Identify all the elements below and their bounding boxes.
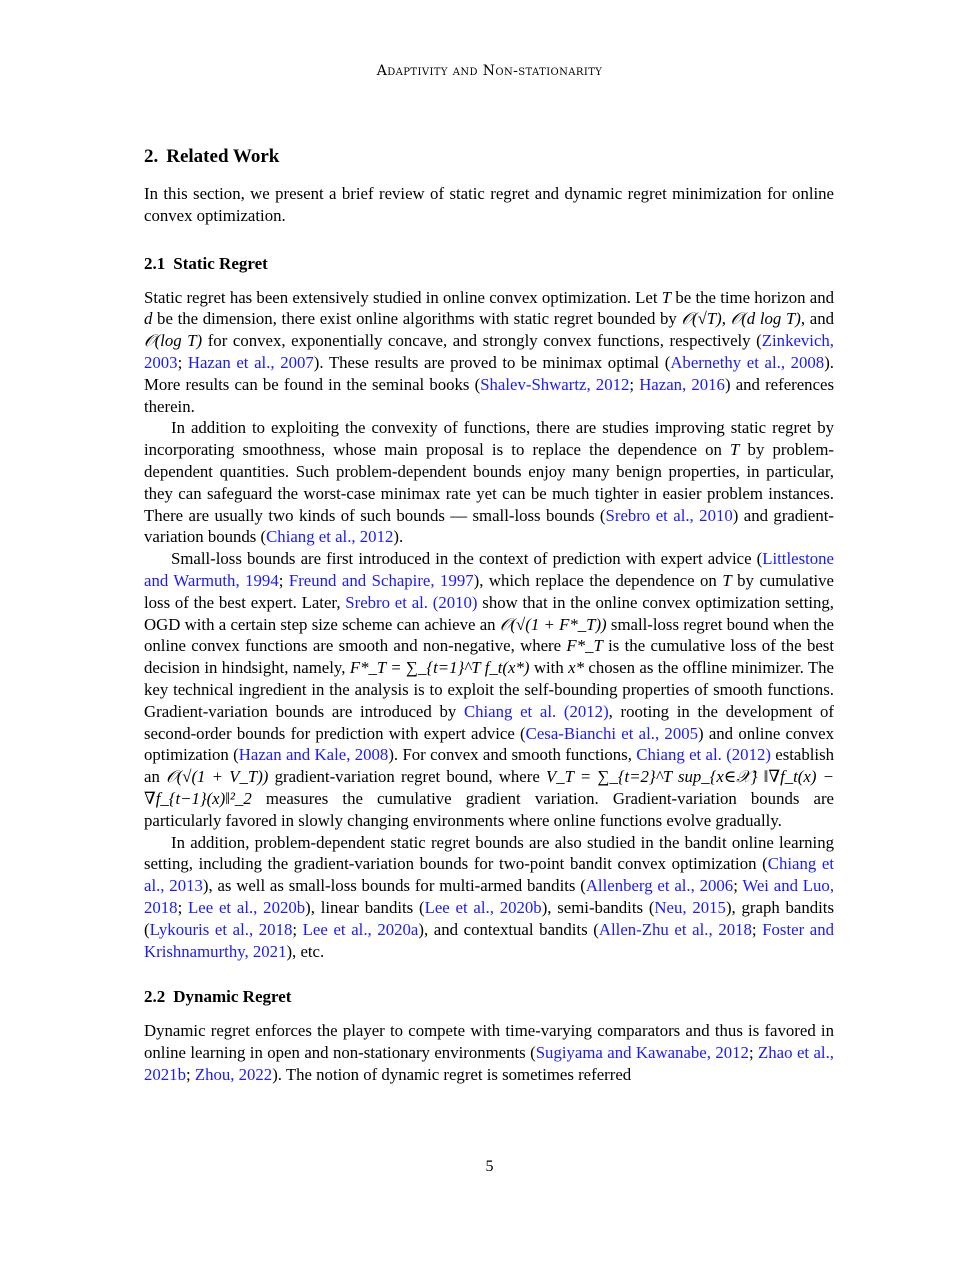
running-head: Adaptivity and Non-stationarity xyxy=(376,63,603,79)
citation-link[interactable]: Chiang et al., 2012 xyxy=(266,527,394,547)
subsection-heading-static xyxy=(144,253,834,275)
paragraph-static-regret-2: In addition to exploiting the convexity of functions, there are studies improving static regret by incorporating smoothness, whose main proposal is to replace the dependence on T by problem-dependent quantities. Such problem-dependent bounds enjoy many benign properties, in particular, they can safeguard the worst-case minimax rate yet can be much tighter in easier problem instances. There are usually two kinds of such bounds — small-loss bounds (Srebro et al., 2010) and gradient-variation bounds (Chiang et al., 2012). xyxy=(144,418,835,547)
section-intro: In this section, we present a brief review of static regret and dynamic regret minimization for online convex optimization. xyxy=(144,184,834,225)
math-definition: F*_T = ∑_{t=1}^T f_t(x*) xyxy=(349,658,530,678)
math-bound: 𝒪(√(1 + F*_T)) xyxy=(499,614,607,634)
citation-link[interactable]: Lykouris et al., 2018 xyxy=(149,919,293,939)
citation-link[interactable]: Srebro et al. (2010) xyxy=(345,592,478,612)
subsection-heading-dynamic xyxy=(144,986,834,1008)
subsection-title: Dynamic Regret xyxy=(173,987,292,1007)
math-var: T xyxy=(661,287,672,307)
citation-link[interactable]: Hazan and Kale, 2008 xyxy=(238,745,389,765)
section-number: 2. xyxy=(144,146,159,167)
citation-link[interactable]: Zinkevich, 2003 xyxy=(144,331,834,372)
citation-link[interactable]: Allenberg et al., 2006 xyxy=(585,876,734,896)
page-content xyxy=(144,145,834,1086)
citation-link[interactable]: Chiang et al. (2012) xyxy=(636,745,771,765)
math-var: d xyxy=(144,309,153,329)
citation-link[interactable]: Lee et al., 2020a xyxy=(302,919,419,939)
math-definition: V_T = ∑_{t=2}^T sup_{x∈𝒳} ‖∇f_t(x) − ∇f_{t−1}(x)‖²_2 xyxy=(144,767,834,808)
citation-link[interactable]: Allen-Zhu et al., 2018 xyxy=(598,919,752,939)
paragraph-static-regret-1: Static regret has been extensively studied in online convex optimization. Let T be the time horizon and d be the dimension, there exist online algorithms with static regret bounded by 𝒪(√T), 𝒪(d log T), and 𝒪(log T) for convex, exponentially concave, and strongly convex functions, respectively (Zinkevich, 2003; Hazan et al., 2007). These results are proved to be minimax optimal (Abernethy et al., 2008). More results can be found in the seminal books (Shalev-Shwartz, 2012; Hazan, 2016) and references therein. xyxy=(144,287,835,416)
paragraph-static-regret-4: In addition, problem-dependent static regret bounds are also studied in the bandit online learning setting, including the gradient-variation bounds for two-point bandit convex optimization (Chiang et al., 2013), as well as small-loss bounds for multi-armed bandits (Allenberg et al., 2006; Wei and Luo, 2018; Lee et al., 2020b), linear bandits (Lee et al., 2020b), semi-bandits (Neu, 2015), graph bandits (Lykouris et al., 2018; Lee et al., 2020a), and contextual bandits (Allen-Zhu et al., 2018; Foster and Krishnamurthy, 2021), etc. xyxy=(144,832,835,961)
subsection-title: Static Regret xyxy=(173,253,268,273)
section-heading xyxy=(144,145,834,169)
math-var: T xyxy=(730,440,740,460)
page-number: 5 xyxy=(485,1158,494,1175)
paragraph-static-regret-3: Small-loss bounds are first introduced in the context of prediction with expert advice (Littlestone and Warmuth, 1994; Freund and Schapire, 1997), which replace the dependence on T by cumulative loss of the best expert. Later, Srebro et al. (2010) show that in the online convex optimization setting, OGD with a certain step size scheme can achieve an 𝒪(√(1 + F*_T)) small-loss regret bound when the online convex functions are smooth and non-negative, where F*_T is the cumulative loss of the best decision in hindsight, namely, F*_T = ∑_{t=1}^T f_t(x*) with x* chosen as the offline minimizer. The key technical ingredient in the analysis is to exploit the self-bounding properties of smooth functions. Gradient-variation bounds are introduced by Chiang et al. (2012), rooting in the development of second-order bounds for prediction with expert advice (Cesa-Bianchi et al., 2005) and online convex optimization (Hazan and Kale, 2008). For convex and smooth functions, Chiang et al. (2012) establish an 𝒪(√(1 + V_T)) gradient-variation regret bound, where V_T = ∑_{t=2}^T sup_{x∈𝒳} ‖∇f_t(x) − ∇f_{t−1}(x)‖²_2 measures the cumulative gradient variation. Gradient-variation bounds are particularly favored in slowly changing environments where online functions evolve gradually. xyxy=(144,549,835,830)
citation-link[interactable]: Lee et al., 2020b xyxy=(188,897,306,917)
citation-link[interactable]: Foster and Krishnamurthy, 2021 xyxy=(144,919,835,961)
citation-link[interactable]: Sugiyama and Kawanabe, 2012 xyxy=(535,1043,749,1063)
citation-link[interactable]: Hazan et al., 2007 xyxy=(187,352,314,372)
math-var: F*_T xyxy=(566,636,603,656)
citation-link[interactable]: Neu, 2015 xyxy=(654,897,726,917)
math-bound: 𝒪(log T) xyxy=(144,331,203,351)
math-bound: 𝒪(√T) xyxy=(681,309,722,329)
math-bound: 𝒪(d log T) xyxy=(730,309,801,329)
citation-link[interactable]: Chiang et al. (2012) xyxy=(463,701,609,721)
citation-link[interactable]: Littlestone and Warmuth, 1994 xyxy=(144,549,834,590)
math-bound: 𝒪(√(1 + V_T)) xyxy=(166,767,269,787)
citation-link[interactable]: Cesa-Bianchi et al., 2005 xyxy=(525,723,698,743)
section-title: Related Work xyxy=(166,146,280,167)
citation-link[interactable]: Abernethy et al., 2008 xyxy=(670,352,825,372)
citation-link[interactable]: Hazan, 2016 xyxy=(639,374,725,394)
citation-link[interactable]: Lee et al., 2020b xyxy=(424,897,542,917)
subsection-number: 2.2 xyxy=(144,987,166,1007)
paragraph-dynamic-regret-1: Dynamic regret enforces the player to compete with time-varying comparators and thus is favored in online learning in open and non-stationary environments (Sugiyama and Kawanabe, 2012; Zhao et al., 2021b; Zhou, 2022). The notion of dynamic regret is sometimes referred xyxy=(144,1021,834,1084)
math-var: x* xyxy=(568,658,584,678)
citation-link[interactable]: Chiang et al., 2013 xyxy=(144,854,834,896)
citation-link[interactable]: Freund and Schapire, 1997 xyxy=(288,570,474,590)
subsection-number: 2.1 xyxy=(144,253,166,273)
citation-link[interactable]: Zhou, 2022 xyxy=(194,1064,273,1084)
math-var: T xyxy=(722,570,732,590)
citation-link[interactable]: Srebro et al., 2010 xyxy=(605,505,733,525)
citation-link[interactable]: Zhao et al., 2021b xyxy=(144,1043,834,1084)
citation-link[interactable]: Wei and Luo, 2018 xyxy=(144,876,835,917)
citation-link[interactable]: Shalev-Shwartz, 2012 xyxy=(480,374,630,394)
